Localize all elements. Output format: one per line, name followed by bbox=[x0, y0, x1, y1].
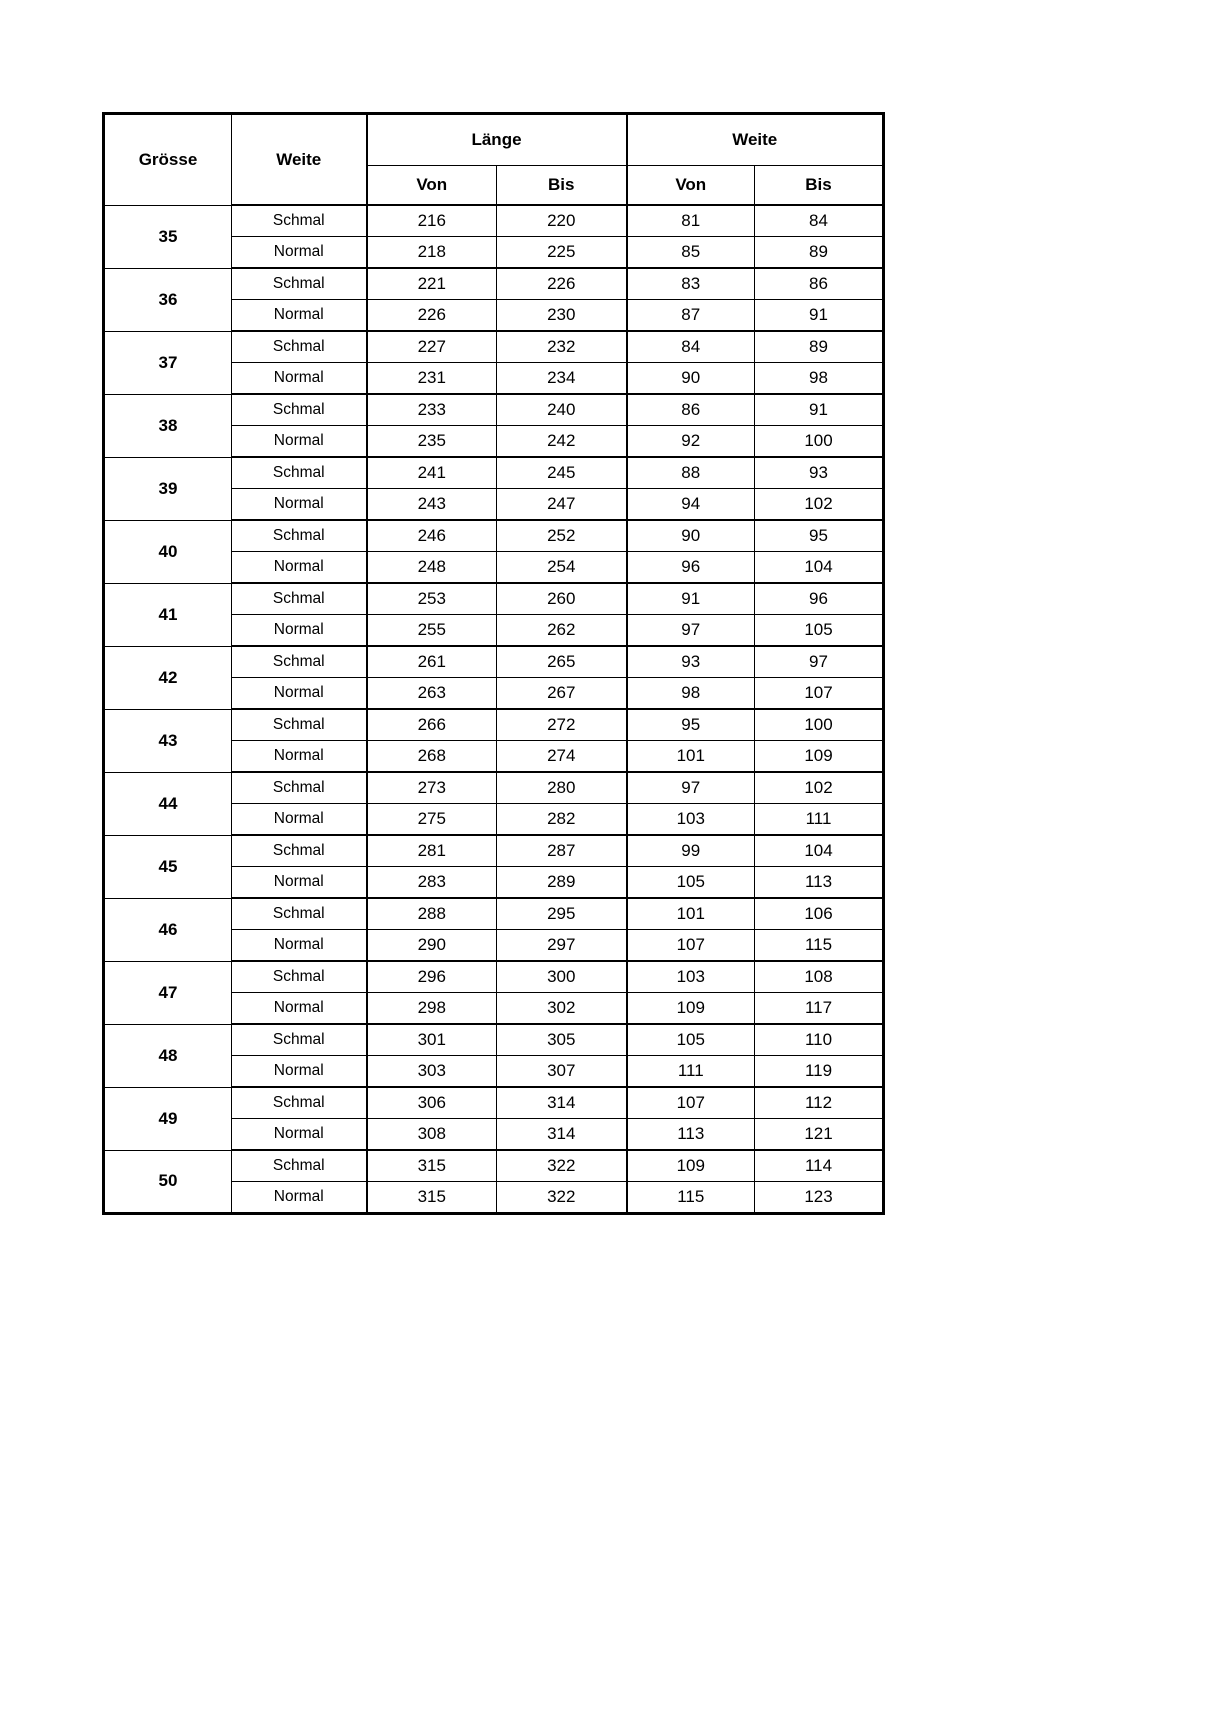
laenge-von-cell: 275 bbox=[367, 804, 497, 836]
weite-bis-cell: 86 bbox=[755, 268, 884, 300]
weite-von-cell: 95 bbox=[627, 709, 755, 741]
laenge-von-cell: 216 bbox=[367, 205, 497, 237]
width-label-cell: Schmal bbox=[232, 772, 367, 804]
table-row bbox=[104, 520, 884, 552]
table-row bbox=[104, 583, 884, 615]
weite-bis-cell: 114 bbox=[755, 1150, 884, 1182]
laenge-von-cell: 290 bbox=[367, 930, 497, 962]
laenge-von-cell: 221 bbox=[367, 268, 497, 300]
laenge-bis-cell: 305 bbox=[497, 1024, 627, 1056]
weite-bis-cell: 123 bbox=[755, 1182, 884, 1214]
weite-bis-cell: 93 bbox=[755, 457, 884, 489]
header-weite-bis: Bis bbox=[755, 166, 884, 206]
laenge-von-cell: 283 bbox=[367, 867, 497, 899]
laenge-bis-cell: 280 bbox=[497, 772, 627, 804]
weite-bis-cell: 112 bbox=[755, 1087, 884, 1119]
laenge-von-cell: 308 bbox=[367, 1119, 497, 1151]
laenge-von-cell: 266 bbox=[367, 709, 497, 741]
width-label-cell: Normal bbox=[232, 426, 367, 458]
weite-von-cell: 101 bbox=[627, 741, 755, 773]
laenge-bis-cell: 245 bbox=[497, 457, 627, 489]
table-row bbox=[104, 898, 884, 930]
laenge-von-cell: 298 bbox=[367, 993, 497, 1025]
weite-bis-cell: 109 bbox=[755, 741, 884, 773]
width-label-cell: Schmal bbox=[232, 1024, 367, 1056]
laenge-bis-cell: 252 bbox=[497, 520, 627, 552]
laenge-bis-cell: 295 bbox=[497, 898, 627, 930]
laenge-bis-cell: 220 bbox=[497, 205, 627, 237]
weite-bis-cell: 89 bbox=[755, 331, 884, 363]
laenge-von-cell: 248 bbox=[367, 552, 497, 584]
weite-bis-cell: 104 bbox=[755, 835, 884, 867]
width-label-cell: Schmal bbox=[232, 646, 367, 678]
laenge-bis-cell: 232 bbox=[497, 331, 627, 363]
laenge-von-cell: 315 bbox=[367, 1182, 497, 1214]
header-groesse: Grösse bbox=[104, 114, 232, 206]
laenge-von-cell: 315 bbox=[367, 1150, 497, 1182]
laenge-bis-cell: 322 bbox=[497, 1150, 627, 1182]
weite-bis-cell: 91 bbox=[755, 300, 884, 332]
weite-von-cell: 87 bbox=[627, 300, 755, 332]
laenge-bis-cell: 307 bbox=[497, 1056, 627, 1088]
table-row bbox=[104, 961, 884, 993]
weite-von-cell: 109 bbox=[627, 1150, 755, 1182]
weite-von-cell: 111 bbox=[627, 1056, 755, 1088]
weite-von-cell: 90 bbox=[627, 363, 755, 395]
laenge-bis-cell: 314 bbox=[497, 1087, 627, 1119]
laenge-bis-cell: 226 bbox=[497, 268, 627, 300]
weite-von-cell: 92 bbox=[627, 426, 755, 458]
laenge-von-cell: 301 bbox=[367, 1024, 497, 1056]
width-label-cell: Normal bbox=[232, 1119, 367, 1151]
weite-bis-cell: 102 bbox=[755, 489, 884, 521]
laenge-bis-cell: 289 bbox=[497, 867, 627, 899]
width-label-cell: Normal bbox=[232, 867, 367, 899]
weite-bis-cell: 121 bbox=[755, 1119, 884, 1151]
weite-bis-cell: 107 bbox=[755, 678, 884, 710]
weite-von-cell: 103 bbox=[627, 804, 755, 836]
laenge-bis-cell: 322 bbox=[497, 1182, 627, 1214]
table-row bbox=[104, 709, 884, 741]
table-body bbox=[104, 205, 884, 1214]
laenge-von-cell: 303 bbox=[367, 1056, 497, 1088]
size-chart-container bbox=[102, 112, 882, 1215]
laenge-von-cell: 263 bbox=[367, 678, 497, 710]
width-label-cell: Normal bbox=[232, 930, 367, 962]
table-row bbox=[104, 457, 884, 489]
weite-von-cell: 109 bbox=[627, 993, 755, 1025]
weite-von-cell: 93 bbox=[627, 646, 755, 678]
size-cell: 47 bbox=[104, 961, 232, 1024]
width-label-cell: Schmal bbox=[232, 583, 367, 615]
width-label-cell: Normal bbox=[232, 237, 367, 269]
table-row bbox=[104, 646, 884, 678]
weite-bis-cell: 106 bbox=[755, 898, 884, 930]
laenge-von-cell: 233 bbox=[367, 394, 497, 426]
size-cell: 37 bbox=[104, 331, 232, 394]
weite-von-cell: 115 bbox=[627, 1182, 755, 1214]
laenge-von-cell: 243 bbox=[367, 489, 497, 521]
size-cell: 44 bbox=[104, 772, 232, 835]
weite-bis-cell: 113 bbox=[755, 867, 884, 899]
laenge-bis-cell: 272 bbox=[497, 709, 627, 741]
header-row-top bbox=[104, 114, 884, 166]
table-row bbox=[104, 835, 884, 867]
laenge-bis-cell: 297 bbox=[497, 930, 627, 962]
weite-bis-cell: 111 bbox=[755, 804, 884, 836]
laenge-von-cell: 246 bbox=[367, 520, 497, 552]
table-row bbox=[104, 205, 884, 237]
weite-bis-cell: 108 bbox=[755, 961, 884, 993]
weite-bis-cell: 84 bbox=[755, 205, 884, 237]
laenge-von-cell: 268 bbox=[367, 741, 497, 773]
width-label-cell: Normal bbox=[232, 993, 367, 1025]
width-label-cell: Normal bbox=[232, 1182, 367, 1214]
weite-von-cell: 105 bbox=[627, 867, 755, 899]
laenge-bis-cell: 262 bbox=[497, 615, 627, 647]
weite-bis-cell: 91 bbox=[755, 394, 884, 426]
table-header bbox=[104, 114, 884, 206]
width-label-cell: Schmal bbox=[232, 1150, 367, 1182]
width-label-cell: Schmal bbox=[232, 1087, 367, 1119]
laenge-von-cell: 273 bbox=[367, 772, 497, 804]
table-row bbox=[104, 394, 884, 426]
width-label-cell: Schmal bbox=[232, 835, 367, 867]
laenge-bis-cell: 260 bbox=[497, 583, 627, 615]
table-row bbox=[104, 1087, 884, 1119]
weite-bis-cell: 100 bbox=[755, 426, 884, 458]
size-cell: 41 bbox=[104, 583, 232, 646]
weite-bis-cell: 105 bbox=[755, 615, 884, 647]
laenge-bis-cell: 287 bbox=[497, 835, 627, 867]
laenge-bis-cell: 247 bbox=[497, 489, 627, 521]
header-weite: Weite bbox=[232, 114, 367, 206]
laenge-von-cell: 218 bbox=[367, 237, 497, 269]
laenge-bis-cell: 225 bbox=[497, 237, 627, 269]
header-laenge-bis: Bis bbox=[497, 166, 627, 206]
weite-bis-cell: 96 bbox=[755, 583, 884, 615]
weite-von-cell: 85 bbox=[627, 237, 755, 269]
size-cell: 43 bbox=[104, 709, 232, 772]
size-cell: 49 bbox=[104, 1087, 232, 1150]
weite-bis-cell: 110 bbox=[755, 1024, 884, 1056]
laenge-von-cell: 231 bbox=[367, 363, 497, 395]
width-label-cell: Schmal bbox=[232, 520, 367, 552]
weite-von-cell: 96 bbox=[627, 552, 755, 584]
weite-von-cell: 105 bbox=[627, 1024, 755, 1056]
size-cell: 48 bbox=[104, 1024, 232, 1087]
size-cell: 35 bbox=[104, 205, 232, 268]
weite-von-cell: 99 bbox=[627, 835, 755, 867]
width-label-cell: Schmal bbox=[232, 205, 367, 237]
width-label-cell: Normal bbox=[232, 741, 367, 773]
laenge-bis-cell: 230 bbox=[497, 300, 627, 332]
laenge-bis-cell: 300 bbox=[497, 961, 627, 993]
size-cell: 40 bbox=[104, 520, 232, 583]
width-label-cell: Normal bbox=[232, 363, 367, 395]
size-cell: 38 bbox=[104, 394, 232, 457]
weite-von-cell: 90 bbox=[627, 520, 755, 552]
weite-von-cell: 81 bbox=[627, 205, 755, 237]
weite-bis-cell: 119 bbox=[755, 1056, 884, 1088]
width-label-cell: Normal bbox=[232, 615, 367, 647]
weite-von-cell: 103 bbox=[627, 961, 755, 993]
laenge-von-cell: 255 bbox=[367, 615, 497, 647]
laenge-bis-cell: 282 bbox=[497, 804, 627, 836]
weite-bis-cell: 95 bbox=[755, 520, 884, 552]
laenge-bis-cell: 234 bbox=[497, 363, 627, 395]
width-label-cell: Schmal bbox=[232, 898, 367, 930]
weite-bis-cell: 98 bbox=[755, 363, 884, 395]
table-row bbox=[104, 1024, 884, 1056]
header-group-laenge: Länge bbox=[367, 114, 627, 166]
width-label-cell: Normal bbox=[232, 552, 367, 584]
weite-von-cell: 101 bbox=[627, 898, 755, 930]
weite-bis-cell: 115 bbox=[755, 930, 884, 962]
width-label-cell: Schmal bbox=[232, 457, 367, 489]
width-label-cell: Normal bbox=[232, 489, 367, 521]
width-label-cell: Normal bbox=[232, 804, 367, 836]
laenge-bis-cell: 302 bbox=[497, 993, 627, 1025]
weite-von-cell: 91 bbox=[627, 583, 755, 615]
weite-von-cell: 94 bbox=[627, 489, 755, 521]
size-cell: 39 bbox=[104, 457, 232, 520]
width-label-cell: Schmal bbox=[232, 394, 367, 426]
weite-von-cell: 107 bbox=[627, 930, 755, 962]
laenge-von-cell: 241 bbox=[367, 457, 497, 489]
weite-von-cell: 83 bbox=[627, 268, 755, 300]
laenge-bis-cell: 254 bbox=[497, 552, 627, 584]
width-label-cell: Normal bbox=[232, 300, 367, 332]
table-row bbox=[104, 772, 884, 804]
laenge-von-cell: 226 bbox=[367, 300, 497, 332]
laenge-von-cell: 227 bbox=[367, 331, 497, 363]
weite-bis-cell: 117 bbox=[755, 993, 884, 1025]
laenge-von-cell: 288 bbox=[367, 898, 497, 930]
width-label-cell: Schmal bbox=[232, 268, 367, 300]
laenge-von-cell: 281 bbox=[367, 835, 497, 867]
header-weite-von: Von bbox=[627, 166, 755, 206]
weite-von-cell: 88 bbox=[627, 457, 755, 489]
size-cell: 36 bbox=[104, 268, 232, 331]
weite-von-cell: 97 bbox=[627, 615, 755, 647]
laenge-bis-cell: 240 bbox=[497, 394, 627, 426]
weite-bis-cell: 89 bbox=[755, 237, 884, 269]
shoe-size-table bbox=[102, 112, 885, 1215]
size-cell: 50 bbox=[104, 1150, 232, 1214]
laenge-von-cell: 261 bbox=[367, 646, 497, 678]
table-row bbox=[104, 331, 884, 363]
header-group-weite: Weite bbox=[627, 114, 884, 166]
size-cell: 46 bbox=[104, 898, 232, 961]
laenge-bis-cell: 274 bbox=[497, 741, 627, 773]
width-label-cell: Normal bbox=[232, 1056, 367, 1088]
laenge-bis-cell: 267 bbox=[497, 678, 627, 710]
weite-von-cell: 98 bbox=[627, 678, 755, 710]
weite-von-cell: 113 bbox=[627, 1119, 755, 1151]
size-cell: 45 bbox=[104, 835, 232, 898]
weite-von-cell: 84 bbox=[627, 331, 755, 363]
table-row bbox=[104, 268, 884, 300]
weite-von-cell: 97 bbox=[627, 772, 755, 804]
header-laenge-von: Von bbox=[367, 166, 497, 206]
laenge-von-cell: 253 bbox=[367, 583, 497, 615]
weite-bis-cell: 102 bbox=[755, 772, 884, 804]
size-cell: 42 bbox=[104, 646, 232, 709]
laenge-bis-cell: 265 bbox=[497, 646, 627, 678]
laenge-von-cell: 296 bbox=[367, 961, 497, 993]
weite-bis-cell: 97 bbox=[755, 646, 884, 678]
weite-von-cell: 86 bbox=[627, 394, 755, 426]
width-label-cell: Schmal bbox=[232, 961, 367, 993]
weite-von-cell: 107 bbox=[627, 1087, 755, 1119]
laenge-bis-cell: 314 bbox=[497, 1119, 627, 1151]
width-label-cell: Schmal bbox=[232, 709, 367, 741]
table-row bbox=[104, 1150, 884, 1182]
width-label-cell: Schmal bbox=[232, 331, 367, 363]
weite-bis-cell: 100 bbox=[755, 709, 884, 741]
laenge-von-cell: 306 bbox=[367, 1087, 497, 1119]
laenge-von-cell: 235 bbox=[367, 426, 497, 458]
weite-bis-cell: 104 bbox=[755, 552, 884, 584]
width-label-cell: Normal bbox=[232, 678, 367, 710]
laenge-bis-cell: 242 bbox=[497, 426, 627, 458]
